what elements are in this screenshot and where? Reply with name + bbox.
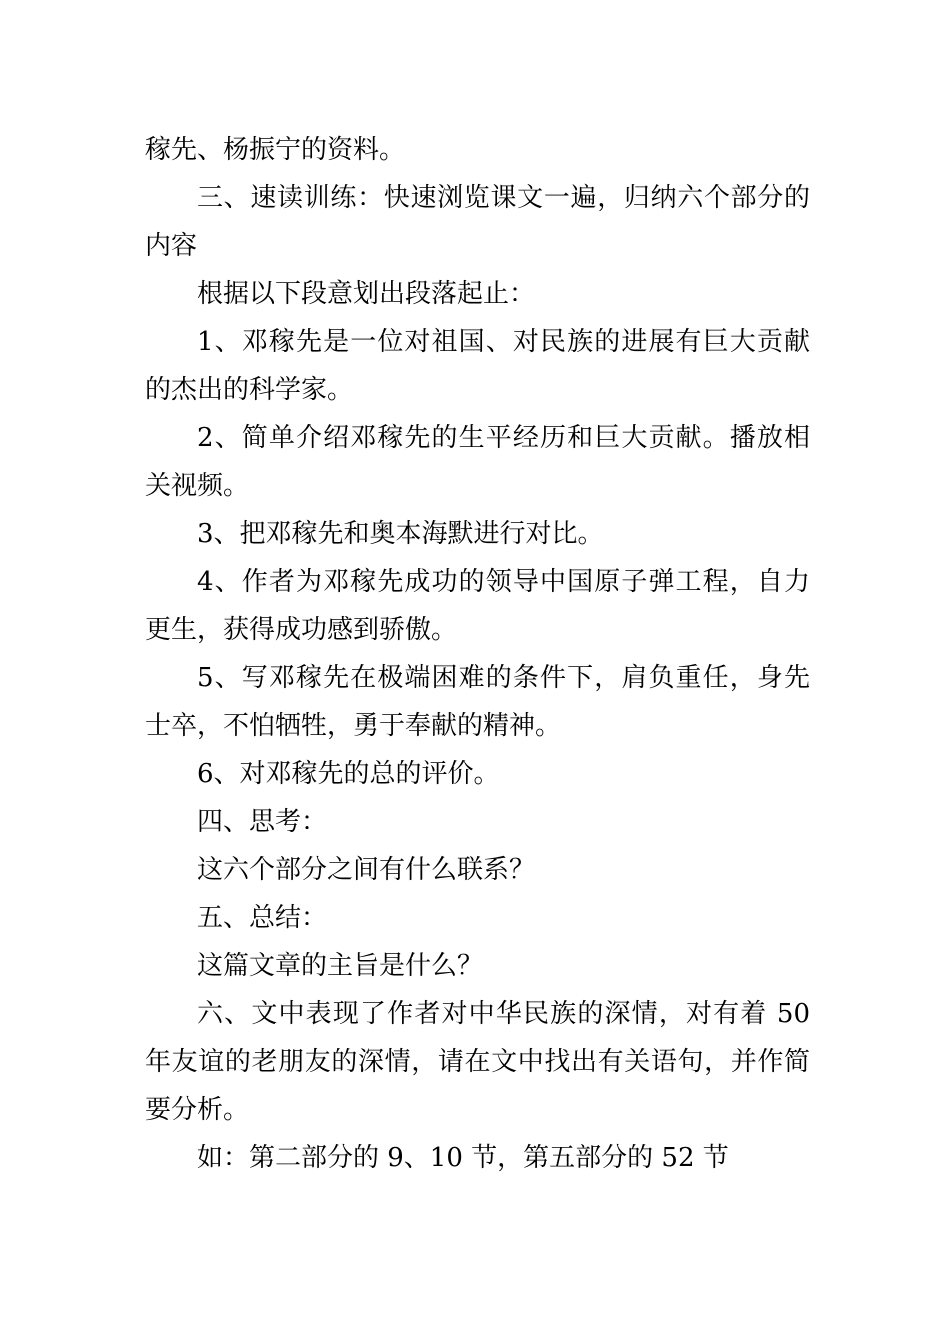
paragraph-item-1: 1、邓稼先是一位对祖国、对民族的进展有巨大贡献的杰出的科学家。 <box>145 327 810 405</box>
paragraph-section-six: 六、文中表现了作者对中华民族的深情，对有着 50 年友谊的老朋友的深情，请在文中找出有关语句，并作简要分析。 <box>145 999 810 1125</box>
paragraph-section-three: 三、速读训练：快速浏览课文一遍，归纳六个部分的内容 <box>145 183 810 261</box>
paragraph-example: 如：第二部分的 9、10 节，第五部分的 52 节 <box>197 1143 729 1173</box>
paragraph-item-6: 6、对邓稼先的总的评价。 <box>197 759 500 789</box>
paragraph-section-five: 五、总结： <box>197 903 328 933</box>
paragraph-question-four: 这六个部分之间有什么联系？ <box>197 855 536 885</box>
document-body <box>145 126 810 1182</box>
paragraph-item-3: 3、把邓稼先和奥本海默进行对比。 <box>197 519 604 549</box>
paragraph-continuation: 稼先、杨振宁的资料。 <box>145 135 406 165</box>
paragraph-item-5: 5、写邓稼先在极端困难的条件下，肩负重任，身先士卒，不怕牺牲，勇于奉献的精神。 <box>145 663 810 741</box>
paragraph-section-four: 四、思考： <box>197 807 328 837</box>
paragraph-item-4: 4、作者为邓稼先成功的领导中国原子弹工程，自力更生，获得成功感到骄傲。 <box>145 567 810 645</box>
paragraph-item-2: 2、简单介绍邓稼先的生平经历和巨大贡献。播放相关视频。 <box>145 423 810 501</box>
paragraph-instruction: 根据以下段意划出段落起止： <box>197 279 536 309</box>
paragraph-question-five: 这篇文章的主旨是什么？ <box>197 951 484 981</box>
